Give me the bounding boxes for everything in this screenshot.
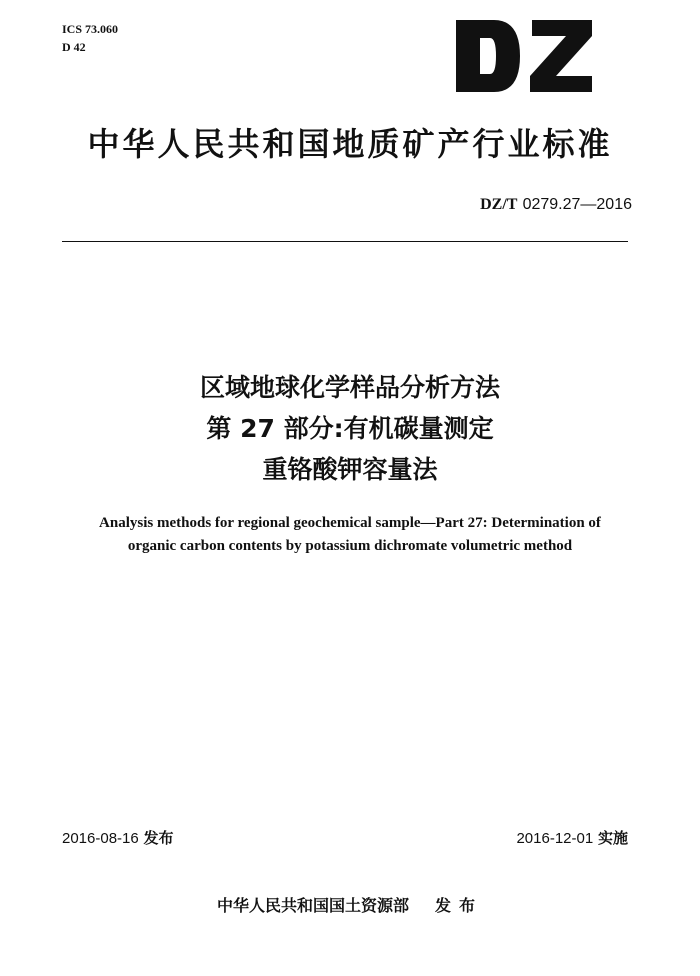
- standard-number: [392, 194, 632, 215]
- implementation-date: [400, 828, 628, 849]
- classification-code: D 42: [62, 40, 86, 54]
- standard-code: 0279.27—2016: [522, 196, 632, 213]
- ics-code: ICS 73.060: [62, 22, 119, 36]
- publisher-name: 中华人民共和国国土资源部: [216, 896, 409, 915]
- standard-category-title: 中华人民共和国地质矿产行业标准: [87, 125, 613, 163]
- standard-prefix: DZ/T: [480, 196, 518, 213]
- issue-date: [62, 828, 174, 849]
- implementation-date-label: 实施: [597, 829, 628, 847]
- issue-date-label: 发布: [143, 829, 174, 847]
- implementation-date-value: 2016-12-01: [516, 830, 594, 847]
- chinese-title-line-1: 区域地球化学样品分析方法: [199, 373, 500, 402]
- chinese-title-line-2: 第 27 部分:有机碳量测定: [206, 414, 494, 443]
- english-title-line-1: Analysis methods for regional geochemical sample—Part 27: Determination of: [99, 515, 601, 531]
- publisher: [0, 895, 700, 917]
- english-title-line-2: organic carbon contents by potassium dichromate volumetric method: [127, 538, 573, 554]
- issue-date-value: 2016-08-16: [62, 830, 139, 847]
- header-divider: [62, 241, 628, 242]
- dz-logo: [454, 18, 594, 94]
- chinese-title-line-3: 重铬酸钾容量法: [262, 455, 438, 484]
- publisher-action: 发布: [435, 896, 484, 915]
